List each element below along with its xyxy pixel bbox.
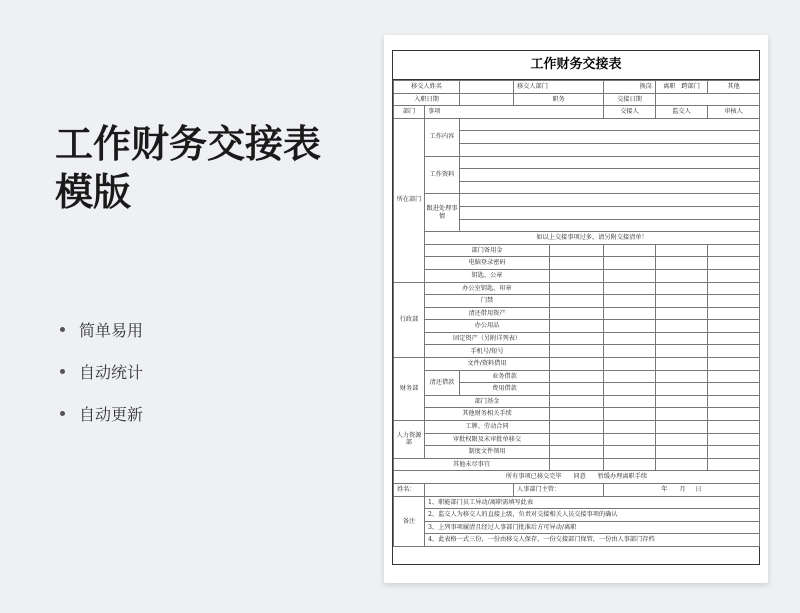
work-content-label: 工作内容 (425, 118, 460, 156)
dept-current-label: 所在部门 (394, 118, 425, 282)
table-header-row (394, 106, 760, 119)
item-label: 办公室钥匙、印章 (425, 282, 550, 295)
option-other: 其他 (708, 81, 760, 94)
table-row (394, 156, 760, 169)
option-resign-cross: 离职 跨部门 (656, 81, 708, 94)
table-row (394, 458, 760, 471)
item-label: 电脑登录密码 (425, 257, 550, 270)
table-row (394, 295, 760, 308)
feature-item: 简单易用 (60, 308, 143, 350)
remark-item: 3、上列事项履清且经过人事部门批准后方可异动/离职 (425, 521, 760, 534)
field-handover-date[interactable] (656, 93, 760, 106)
table-row (394, 509, 760, 522)
table-row (394, 446, 760, 459)
label-handover-date: 交接日期 (604, 93, 656, 106)
table-row (394, 345, 760, 358)
item-label: 工牌、劳动合同 (425, 421, 550, 434)
clear-loan-label: 清还借款 (425, 370, 460, 395)
header-supervisor: 监交人 (656, 106, 708, 119)
table-row (394, 269, 760, 282)
table-row (394, 408, 760, 421)
sign-name-field[interactable] (425, 484, 514, 497)
header-receiver: 交接人 (604, 106, 656, 119)
bullet-icon (60, 327, 65, 332)
option-change: 换岗 (604, 81, 656, 94)
table-row (394, 81, 760, 94)
table-row (394, 244, 760, 257)
label-entry-date: 入职日期 (394, 93, 460, 106)
item-label: 部门基金 (425, 395, 550, 408)
table-row (394, 471, 760, 484)
table-row (394, 534, 760, 547)
table-row (394, 320, 760, 333)
bullet-icon (60, 369, 65, 374)
feature-item: 自动统计 (60, 350, 143, 392)
item-label: 钥匙、公章 (425, 269, 550, 282)
admin-dept-label: 行政部 (394, 282, 425, 358)
handover-form-table (393, 80, 760, 547)
follow-up-label: 跟进处理事情 (425, 194, 460, 232)
sign-date: 年 月 日 (604, 484, 760, 497)
form-frame (392, 50, 760, 565)
page-title (55, 120, 321, 216)
remark-item: 2、监交人为移交人的直接上级，负责对交接相关人员交接事项的确认 (425, 509, 760, 522)
document-preview (384, 35, 768, 583)
table-row (394, 484, 760, 497)
remarks-label: 备注 (394, 496, 425, 546)
table-row (394, 332, 760, 345)
table-row (394, 358, 760, 371)
table-row (394, 93, 760, 106)
label-position: 职务 (514, 93, 604, 106)
hr-dept-label: 人力资源部 (394, 421, 425, 459)
header-item: 事项 (425, 106, 604, 119)
label-handover-name: 移交人姓名 (394, 81, 460, 94)
summary-line: 所有事项已移交完毕 同意 暂缓办理离职手续 (394, 471, 760, 484)
item-label: 费用借款 (460, 383, 550, 396)
table-row (394, 282, 760, 295)
table-row (394, 521, 760, 534)
table-row (394, 232, 760, 245)
field-handover-name[interactable] (460, 81, 514, 94)
sign-name-label: 姓名： (394, 484, 425, 497)
table-row (394, 257, 760, 270)
label-handover-dept: 移交人部门 (514, 81, 604, 94)
item-label: 部门备用金 (425, 244, 550, 257)
table-row (394, 395, 760, 408)
item-label: 清还借用资产 (425, 307, 550, 320)
note-more-items: 如以上交接事项过多，请另附交接清单！ (425, 232, 760, 245)
table-row (394, 421, 760, 434)
feature-item: 自动更新 (60, 392, 143, 434)
finance-dept-label: 财务部 (394, 358, 425, 421)
feature-list (60, 308, 143, 434)
item-label: 门禁 (425, 295, 550, 308)
header-dept: 部门 (394, 106, 425, 119)
header-reviewer: 审核人 (708, 106, 760, 119)
page-title-line1: 工作财务交接表 (55, 122, 322, 166)
work-material-label: 工作资料 (425, 156, 460, 194)
item-label: 业务借款 (460, 370, 550, 383)
item-label: 制度文件领用 (425, 446, 550, 459)
table-row (394, 194, 760, 207)
remark-item: 4、此表格一式三份，一份由移交人保存，一份交接部门保管，一份由人事部门存档 (425, 534, 760, 547)
table-row (394, 433, 760, 446)
item-label: 文件/资料借用 (425, 358, 550, 371)
item-label: 手机号/短号 (425, 345, 550, 358)
table-row (394, 307, 760, 320)
table-row (394, 370, 760, 383)
item-label: 其他未尽事宜 (394, 458, 550, 471)
form-title: 工作财务交接表 (393, 51, 759, 80)
remark-item: 1、职能部门员工异动/离职需填写此表 (425, 496, 760, 509)
field-entry-date[interactable] (460, 93, 514, 106)
page-title-line2: 模版 (55, 170, 132, 214)
item-label: 其他财务相关手续 (425, 408, 550, 421)
hr-head-label: 人事部门主管： (514, 484, 604, 497)
item-label: 办公用品 (425, 320, 550, 333)
table-row (394, 118, 760, 131)
item-label: 审批权限及未审批单移交 (425, 433, 550, 446)
item-label: 固定资产（另附详列表） (425, 332, 550, 345)
table-row (394, 496, 760, 509)
bullet-icon (60, 411, 65, 416)
